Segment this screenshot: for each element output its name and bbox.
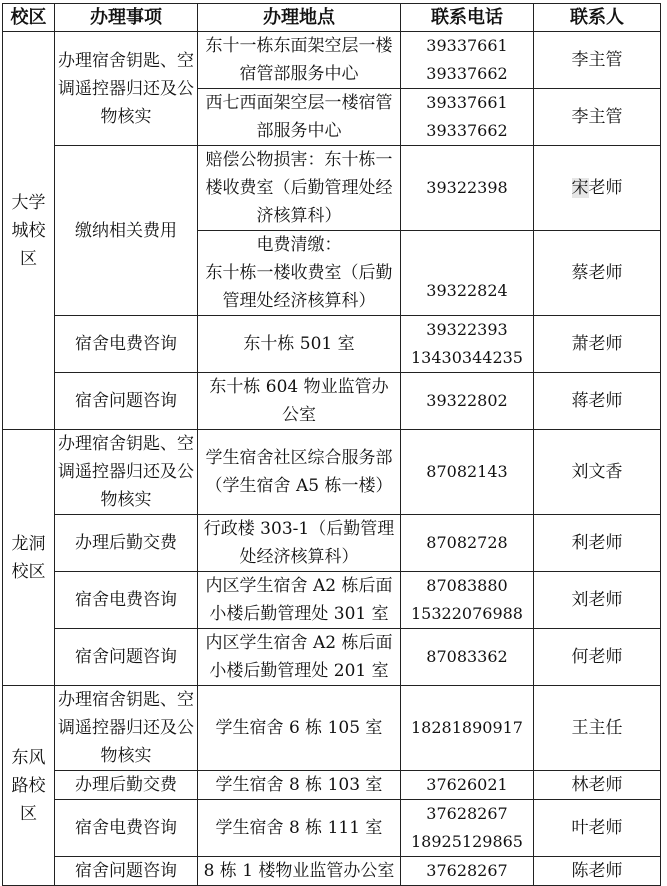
location-cell: 学生宿舍社区综合服务部（学生宿舍 A5 栋一楼） [198,430,401,515]
highlighted-text: 宋 [571,178,589,198]
table-row [3,572,661,629]
item-cell: 宿舍问题咨询 [55,857,198,886]
item-cell: 办理宿舍钥匙、空调遥控器归还及公物核实 [55,32,198,146]
phone-cell: 87082728 [401,515,534,572]
location-cell: 内区学生宿舍 A2 栋后面小楼后勤管理处 201 室 [198,629,401,686]
table-row [3,430,661,515]
phone-cell: 39322398 [401,146,534,231]
phone-cell: 87082143 [401,430,534,515]
phone-cell: 18281890917 [401,686,534,771]
header-campus: 校区 [3,4,55,32]
contact-cell: 李主管 [534,89,661,146]
location-prefix: 电费清缴： [256,235,342,255]
phone-number: 18925129865 [411,832,523,851]
phone-number: 39337662 [426,121,508,140]
table-row [3,771,661,800]
phone-cell [401,572,534,629]
contact-cell: 陈老师 [534,857,661,886]
campus-cell: 东风路校区 [3,686,55,886]
phone-cell: 39322802 [401,373,534,430]
contact-cell: 刘老师 [534,572,661,629]
location-cell: 学生宿舍 8 栋 111 室 [198,800,401,857]
table-row [3,686,661,771]
contact-cell: 林老师 [534,771,661,800]
table-row [3,373,661,430]
phone-cell [401,316,534,373]
location-cell: 西七西面架空层一楼宿管部服务中心 [198,89,401,146]
phone-cell [401,89,534,146]
table-row [3,515,661,572]
location-cell: 赔偿公物损害：东十栋一楼收费室（后勤管理处经济核算科） [198,146,401,231]
location-cell: 行政楼 303-1（后勤管理处经济核算科） [198,515,401,572]
phone-cell: 37626021 [401,771,534,800]
campus-cell: 龙洞校区 [3,430,55,686]
table-row [3,800,661,857]
location-cell: 8 栋 1 楼物业监管办公室 [198,857,401,886]
header-location: 办理地点 [198,4,401,32]
item-cell: 宿舍问题咨询 [55,373,198,430]
header-phone: 联系电话 [401,4,534,32]
contact-cell: 何老师 [534,629,661,686]
phone-cell: 37628267 [401,857,534,886]
location-cell: 东十栋 604 物业监管办公室 [198,373,401,430]
item-cell: 办理宿舍钥匙、空调遥控器归还及公物核实 [55,686,198,771]
contact-cell: 蔡老师 [534,231,661,316]
contact-cell: 李主管 [534,32,661,89]
header-contact: 联系人 [534,4,661,32]
campus-cell: 大学城校区 [3,32,55,430]
phone-number: 39337662 [426,64,508,83]
item-cell: 宿舍电费咨询 [55,572,198,629]
item-cell: 办理后勤交费 [55,515,198,572]
item-cell: 宿舍电费咨询 [55,800,198,857]
table-row [3,629,661,686]
contact-text: 老师 [588,178,623,198]
location-cell: 学生宿舍 8 栋 103 室 [198,771,401,800]
phone-number: 13430344235 [411,348,523,367]
item-cell: 办理宿舍钥匙、空调遥控器归还及公物核实 [55,430,198,515]
header-row [3,4,661,32]
contact-table [2,3,661,886]
phone-number: 15322076988 [411,604,523,623]
contact-cell: 叶老师 [534,800,661,857]
item-cell: 宿舍问题咨询 [55,629,198,686]
phone-cell: 39322824 [401,231,534,316]
table-row [3,857,661,886]
location-cell: 东十栋 501 室 [198,316,401,373]
contact-cell: 蒋老师 [534,373,661,430]
phone-number: 39322393 [426,320,508,339]
phone-cell [401,32,534,89]
location-cell [198,231,401,316]
item-cell: 办理后勤交费 [55,771,198,800]
location-cell: 内区学生宿舍 A2 栋后面小楼后勤管理处 301 室 [198,572,401,629]
location-cell: 东十一栋东面架空层一楼宿管部服务中心 [198,32,401,89]
phone-cell [401,800,534,857]
contact-cell: 王主任 [534,686,661,771]
table-row [3,32,661,89]
phone-number: 39337661 [426,36,508,55]
table-row [3,316,661,373]
contact-cell: 刘文香 [534,430,661,515]
contact-cell [534,146,661,231]
header-item: 办理事项 [55,4,198,32]
contact-cell: 萧老师 [534,316,661,373]
item-cell: 缴纳相关费用 [55,146,198,316]
phone-cell: 87083362 [401,629,534,686]
table-row [3,146,661,231]
phone-number: 39337661 [426,93,508,112]
location-cell: 学生宿舍 6 栋 105 室 [198,686,401,771]
location-text: 东十栋一楼收费室（后勤管理处经济核算科） [205,263,393,311]
phone-number: 37628267 [426,804,508,823]
contact-cell: 利老师 [534,515,661,572]
phone-number: 87083880 [426,576,508,595]
item-cell: 宿舍电费咨询 [55,316,198,373]
